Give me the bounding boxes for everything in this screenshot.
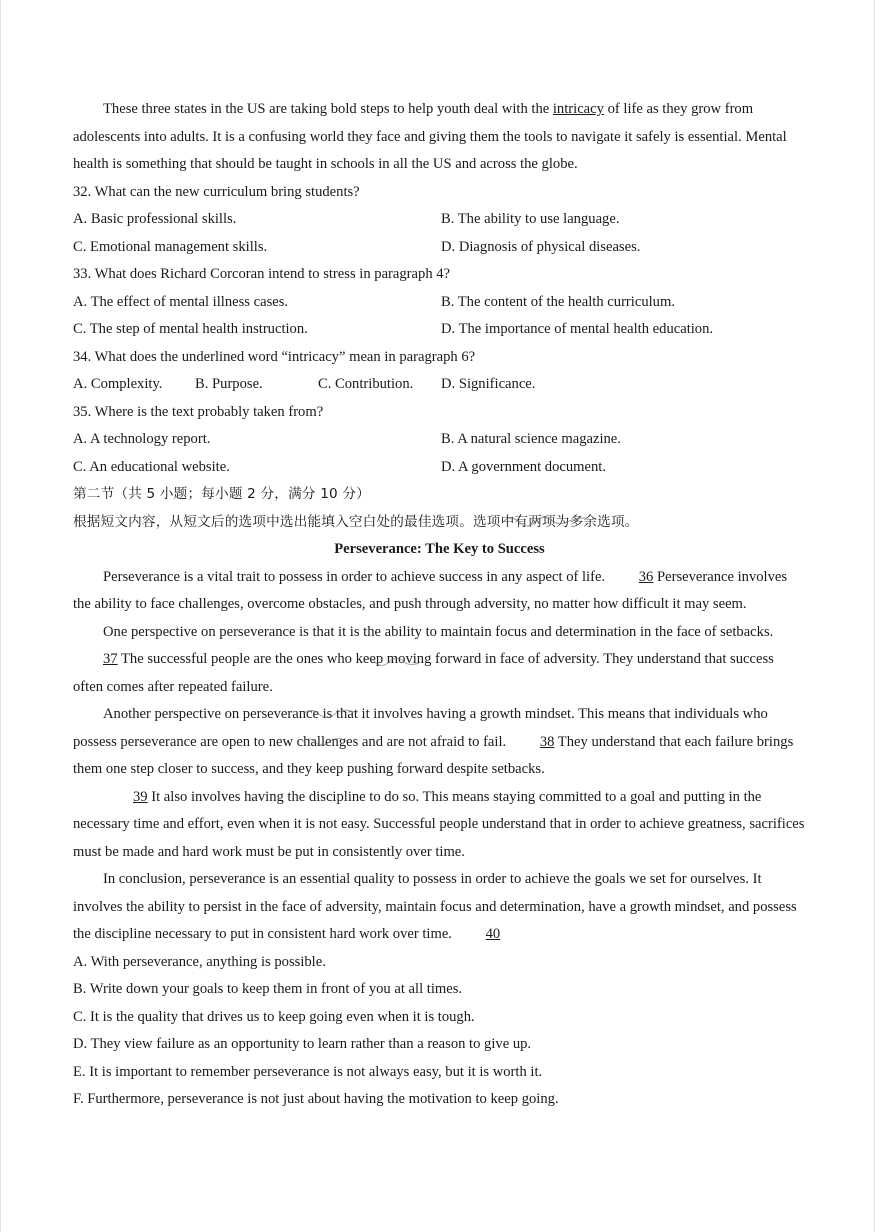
page-content <box>73 96 806 1114</box>
option-row <box>73 426 806 454</box>
option: B. A natural science magazine. <box>441 431 621 447</box>
option: C. Contribution. <box>318 376 414 392</box>
option-row <box>73 316 806 344</box>
blank-36[interactable]: 36 <box>638 568 654 585</box>
option: C. Emotional management skills. <box>73 238 268 255</box>
option: D. Diagnosis of physical diseases. <box>441 238 641 255</box>
answer-option: E. It is important to remember perseverance is not always easy, but it is worth it. <box>73 1063 543 1080</box>
answer-option: C. It is the quality that drives us to keep going even when it is tough. <box>73 1008 475 1025</box>
option: A. Basic professional skills. <box>73 211 237 227</box>
passage-paragraph: Another perspective on perseverance is that it involves having a growth mindset. This means that individuals who possess perseverance are open to new challenges and are not afraid to fail. 38 They understand that each failure brings them one step closer to success, and they keep pushing forward despite setbacks. <box>73 706 794 777</box>
question-stem: 35. Where is the text probably taken from? <box>73 403 324 420</box>
answer-option: F. Furthermore, perseverance is not just about having the motivation to keep going. <box>73 1091 559 1107</box>
passage-paragraph: In conclusion, perseverance is an essential quality to possess in order to achieve the goals we set for ourselves. It involves the ability to persist in the face of adversity, maintain focus and determination, have a growth mindset, and possess the discipline necessary to put in consistent hard work over time. 40 <box>73 866 806 949</box>
option: B. Purpose. <box>195 376 263 392</box>
option-row <box>73 371 806 399</box>
passage-paragraph: 39 It also involves having the discipline to do so. This means staying committed to a goal and putting in the necessary time and effort, even when it is not easy. Successful people understand that in order to achieve greatness, sacrifices must be made and hard work must be put in consistently over time. <box>73 784 806 867</box>
option: C. The step of mental health instruction. <box>73 321 308 337</box>
question-stem: 32. What can the new curriculum bring students? <box>73 183 360 200</box>
section-heading: 第二节（共 5 小题；每小题 2 分，满分 10 分） <box>73 486 371 502</box>
passage-paragraph: These three states in the US are taking bold steps to help youth deal with the intricacy of life as they grow from adolescents into adults. It is a confusing world they face and giving them the tools to navigate it safely is essential. Mental health is something that should be taught in schools in all the US and across the globe. <box>73 101 787 172</box>
question-stem: 33. What does Richard Corcoran intend to stress in paragraph 4? <box>73 266 451 282</box>
passage-paragraph: One perspective on perseverance is that it is the ability to maintain focus and determination in the face of setbacks. 37 The successful people are the ones who keep moving forward in face of adversity. They understand that success often comes after repeated failure. <box>73 623 774 695</box>
option: D. Significance. <box>441 376 536 392</box>
option: A. The effect of mental illness cases. <box>73 293 289 310</box>
blank-38[interactable]: 38 <box>539 733 555 750</box>
option: D. A government document. <box>441 458 606 475</box>
option-row <box>73 454 806 482</box>
option: A. A technology report. <box>73 431 211 447</box>
answer-option: A. With perseverance, anything is possible. <box>73 953 326 970</box>
option: B. The ability to use language. <box>441 211 620 227</box>
blank-37[interactable]: 37 <box>103 651 118 667</box>
option-row <box>73 234 806 262</box>
answer-option: D. They view failure as an opportunity to learn rather than a reason to give up. <box>73 1036 532 1052</box>
option: B. The content of the health curriculum. <box>441 293 675 310</box>
section-instruction: 根据短文内容，从短文后的选项中选出能填入空白处的最佳选项。选项中有两项为多余选项。 <box>73 513 639 530</box>
option-row <box>73 289 806 317</box>
option: C. An educational website. <box>73 458 230 475</box>
blank-39[interactable]: 39 <box>133 788 148 805</box>
option-row <box>73 206 806 234</box>
option: D. The importance of mental health education. <box>441 321 714 337</box>
option: A. Complexity. <box>73 376 163 392</box>
blank-40[interactable]: 40 <box>485 926 501 942</box>
question-stem: 34. What does the underlined word “intricacy” mean in paragraph 6? <box>73 348 476 365</box>
passage-paragraph: Perseverance is a vital trait to possess in order to achieve success in any aspect of life. 36 Perseverance involves the ability to face challenges, overcome obstacles, and push through adversity, no matter how difficult it may seem. <box>73 564 806 619</box>
passage-title: Perseverance: The Key to Success <box>334 541 545 557</box>
underlined-word: intricacy <box>552 101 604 117</box>
answer-option: B. Write down your goals to keep them in front of you at all times. <box>73 981 463 997</box>
